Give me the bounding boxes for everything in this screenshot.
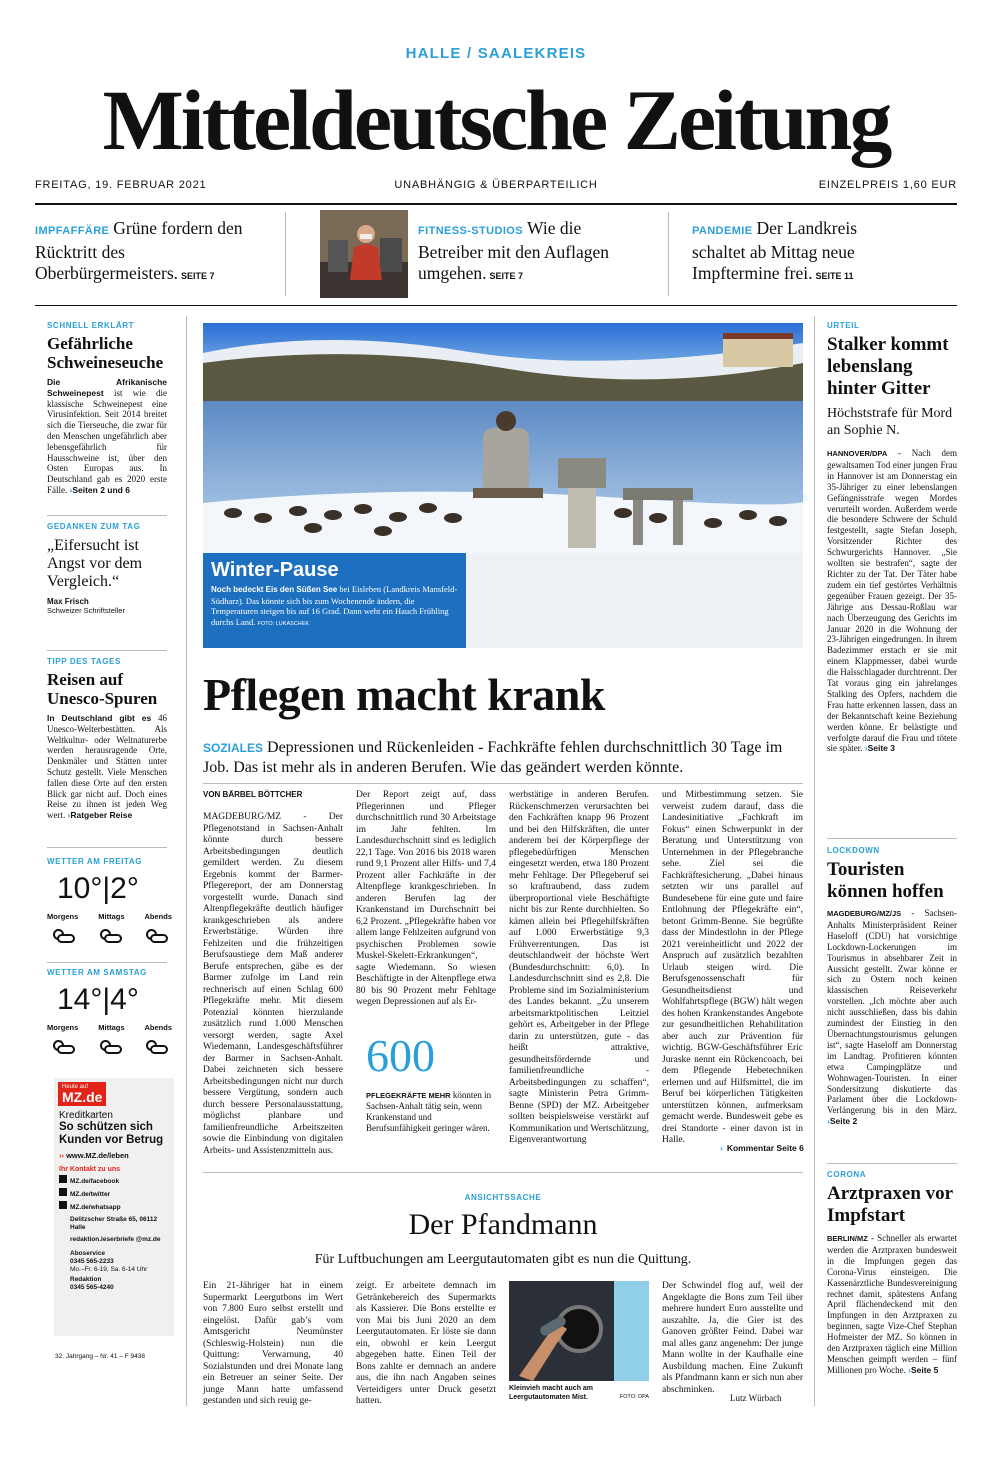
mz-logo: Heute auf MZ.de <box>58 1082 106 1106</box>
divider <box>47 847 167 848</box>
issue-number: 32. Jahrgang – Nr. 41 – F 9438 <box>55 1353 145 1360</box>
bottle-photo <box>509 1281 649 1381</box>
quote-role: Schweizer Schriftsteller <box>47 606 125 615</box>
explained-headline: Gefährliche Schweineseuche <box>47 334 164 372</box>
divider <box>827 838 957 839</box>
tip-ref[interactable]: Ratgeber Reise <box>70 810 133 821</box>
teaser-text: Grüne fordern den Rücktritt des Oberbürgermeisters. <box>35 218 243 283</box>
weather-slot: Abends <box>144 1023 172 1032</box>
corona-box: CORONA Arztpraxen vor Impfstart BERLIN/MZ - Schneller als erwartet werden die Arztpraxen bundesweit in die Impfungen gegen das Corona-Virus einsteigen. Die Kassenärztliche Bundesvereinigung rechnet damit, spätestens Anfang April flächendeckend mit den Impfungen in den Arztpraxen zu beginnen, sagte Vize-Chef Stephan Hofmeister der MZ. So können in den Arztpraxen täglich eine Million Menschen geimpft werden – fünf Millionen pro Woche. ›Seite 5 <box>827 1170 957 1375</box>
essay-author: Lutz Würbach <box>730 1393 782 1403</box>
essay-photo-caption: Kleinvieh macht auch am Leergutautomaten Mist. FOTO: DPA <box>509 1385 649 1401</box>
promo-topic: Kreditkarten <box>59 1110 113 1121</box>
promo-box[interactable]: Heute auf MZ.de Kreditkarten So schützen sich Kunden vor Betrug ›› www.MZ.de/leben Ihr Kontakt zu uns MZ.de/facebook MZ.de/twitter MZ.de/whatsapp Delitzscher Straße 65, 06112 Halle redaktion.leserbriefe @mz.de Aboservice 0345 565-2233 Mo.–Fr. 6-19, Sa. 6-14 Uhr Redaktion 0345 565-4240 <box>54 1078 174 1336</box>
verdict-ref[interactable]: Seite 3 <box>867 743 895 754</box>
weather-slot: Mittags <box>98 1023 125 1032</box>
tip-body: 46 Unesco-Welterbestätten. Als Weltkultur- oder Weltnaturerbe werden herausragende Orte, Denkmäler und Stätten unter Schutz gestellt. Viele Menschen fallen diese Orte auf den ersten Blick gar nicht auf. Doch eines Reise zu ihnen ist jeden Weg wert. <box>47 713 167 821</box>
twitter-link[interactable]: MZ.de/twitter <box>59 1188 169 1201</box>
photo-credit: FOTO: LUKASCHEK <box>257 620 310 627</box>
partly-cloudy-icon <box>144 1038 168 1056</box>
lockdown-ref[interactable]: Seite 2 <box>829 1116 858 1127</box>
service-hours: Mo.–Fr. 6-19, Sa. 6-14 Uhr <box>70 1266 148 1273</box>
partly-cloudy-icon <box>51 1038 75 1056</box>
partly-cloudy-icon <box>51 927 75 945</box>
kicker: SCHNELL ERKLÄRT <box>47 321 135 330</box>
explained-body: ist wie die klassische Schweinepest eine Virusinfektion. Seit 2014 breitet sich die Tierseuche, die zwar für den Menschen ungefährlich aber lebensgefährlich für Hausschweine ist, über den Osten Europas aus. In Deutschland gab es 2020 erste Fälle. <box>47 387 168 495</box>
contact-title: Ihr Kontakt zu uns <box>59 1166 121 1173</box>
kicker: CORONA <box>827 1170 867 1179</box>
kicker: WETTER AM SAMSTAG <box>47 968 147 977</box>
explained-ref[interactable]: Seiten 2 und 6 <box>72 484 130 495</box>
stat-box: PFLEGEKRÄFTE MEHR könnten in Sachsen-Anhalt tätig sein, wenn Krankenstand und Berufsunfähigkeit geringer wären. <box>366 1090 492 1133</box>
corona-ref[interactable]: Seite 5 <box>910 1364 939 1375</box>
kicker: TIPP DES TAGES <box>47 657 121 666</box>
verdict-sub: Höchststrafe für Mord an Sophie N. <box>827 406 953 438</box>
teaser-page: SEITE 7 <box>489 271 524 281</box>
teaser-pandemie[interactable] <box>692 218 892 287</box>
tagline: UNABHÄNGIG & ÜBERPARTEILICH <box>394 179 598 191</box>
weather-friday: WETTER AM FREITAG 10°|2° Morgens Mittags Abends <box>47 857 172 945</box>
partly-cloudy-icon <box>144 927 168 945</box>
temp-high: 14° <box>57 983 103 1016</box>
divider <box>47 962 167 963</box>
promo-headline: So schützen sich Kunden vor Betrug <box>59 1121 164 1146</box>
caption-body: bei Eisleben (Landkreis Mansfeld-Südharz). Das könnte sich bis zum Wochenende ändern, die Temperaturen steigen bis auf 16 Grad. Dann weht ein Hauch Frühling durchs Land. <box>211 584 458 627</box>
divider <box>186 316 187 1406</box>
weather-slot: Morgens <box>47 912 79 921</box>
divider <box>47 650 167 651</box>
weather-saturday: WETTER AM SAMSTAG 14°|4° Morgens Mittags Abends <box>47 968 172 1056</box>
divider <box>285 212 286 296</box>
email-link[interactable]: redaktion.leserbriefe @mz.de <box>70 1236 161 1243</box>
lockdown-box: LOCKDOWN Touristen können hoffen MAGDEBURG/MZ/JS - Sachsen-Anhalts Ministerpräsident Reiner Haseloff (CDU) hat vorsichtige Lockdown-Lockerungen im Tourismus in absehbarer Zeit in Aussicht gestellt. Zwar könne er sich zu Ostern noch keinen klassischen Reiseverkehr vorstellen. „Ich möchte aber auch nicht ausschließen, dass bis dahin zumindest der Einstieg in den Übernachtungstourismus gelungen ist“, sagte Haseloff am Donnerstag im Landtag. Profitieren könnten etwa Campingplätze und Wohnwagen-Touristen. In einer Sondersitzung diskutierte das Parlament über die Lockdown-Verlängerung bis in den März. ›Seite 2 <box>827 846 957 1127</box>
redaktion-title: Redaktion <box>70 1276 102 1283</box>
tip-box: TIPP DES TAGES Reisen auf Unesco-Spuren In Deutschland gibt es 46 Unesco-Welterbestätten. Als Weltkultur- oder Weltnaturerbe werden herausragende Orte, Denkmäler und Stätten unter Schutz gestellt. Viele Menschen fallen diese Orte auf den ersten Blick gar nicht auf. Doch eines Reise zu ihnen ist jeden Weg wert. ›Ratgeber Reise <box>47 657 167 821</box>
issue-date: FREITAG, 19. FEBRUAR 2021 <box>35 179 207 191</box>
redaktion-phone: 0345 565-4240 <box>70 1284 114 1291</box>
tip-headline: Reisen auf Unesco-Spuren <box>47 670 158 708</box>
partly-cloudy-icon <box>98 927 122 945</box>
divider <box>827 1163 957 1164</box>
facebook-link[interactable]: MZ.de/facebook <box>59 1175 169 1188</box>
teaser-text: Wie die Betreiber mit den Auflagen umgehen. <box>418 218 609 283</box>
teaser-page: SEITE 7 <box>181 271 215 281</box>
masthead-rule <box>35 203 957 205</box>
newspaper-title: Mitteldeutsche Zeitung <box>102 72 890 168</box>
kicker: WETTER AM FREITAG <box>47 857 143 866</box>
byline: VON BÄRBEL BÖTTCHER <box>203 790 303 799</box>
lead-headline: Pflegen macht krank <box>203 669 605 720</box>
divider <box>203 783 803 784</box>
quote-box <box>47 522 167 615</box>
weather-slot: Mittags <box>98 912 125 921</box>
temp-low: 2° <box>110 872 139 905</box>
region-label: HALLE / SAALEKREIS <box>405 45 587 62</box>
teaser-rule <box>35 305 957 306</box>
service-title: Aboservice <box>70 1250 106 1257</box>
kicker: LOCKDOWN <box>827 846 880 855</box>
essay-col-3: Der Schwindel flog auf, weil der Angeklagte die Bons zum Teil über mehrere hundert Euro ausstellte und auszahlte. Ja, die Gier ist des Ganoven größter Feind. Dabei war mal alles ganz angenehm: Der junge Mann wollte in der Kaufhalle eine Ausbildung machen. Eine Zukunft als Pfandmann kann er sich nun aber abschminken. <box>662 1281 803 1395</box>
essay-col-1: Ein 21-Jähriger hat in einem Supermarkt Leergutbons im Wert von 7.800 Euro selbst erstellt und eingelöst. Dafür gab’s vom Amtsgericht Neumünster (Schleswig-Holstein) nun die Quittung: Verwarnung, 40 Sozialstunden und drei Monate lang ein Betreuer an seiner Seite. Der junge Mann hatte umfassend gestanden und sich reuig ge- <box>203 1281 343 1406</box>
teaser-impfaffaere[interactable] <box>35 218 265 287</box>
divider <box>668 212 669 296</box>
corona-headline: Arztpraxen vor Impfstart <box>827 1183 953 1226</box>
price: EINZELPREIS 1,60 EUR <box>818 179 957 191</box>
tip-lead: In Deutschland gibt es <box>47 713 152 723</box>
address: Delitzscher Straße 65, 06112 Halle <box>70 1216 158 1231</box>
stat-number: 600 <box>366 1030 435 1081</box>
partly-cloudy-icon <box>98 1038 122 1056</box>
caption-title: Winter-Pause <box>211 559 339 581</box>
teaser-fitness[interactable] <box>418 218 648 287</box>
divider <box>203 1172 803 1173</box>
essay-headline: Der Pfandmann <box>408 1208 598 1241</box>
whatsapp-link[interactable]: MZ.de/whatsapp <box>59 1201 169 1214</box>
verdict-box: URTEIL Stalker kommt lebenslang hinter Gitter Höchststrafe für Mord an Sophie N. HANNOVER/DPA - Nach dem gewaltsamen Tod einer jungen Frau in Hannover ist am Donnerstag ein 35-Jähriger zu einer lebenslangen Gefängnisstrafe wegen Mordes verurteilt worden. Außerdem werde die besondere Schwere der Schuld festgestellt, sagte Stefan Joseph, Vorsitzender Richter des Schwurgerichts Hannover. „Sie wollten sie bestrafen“, sagte der Richter zu der Tat. Der Täter habe zudem ein tief gestörtes Verhältnis gegenüber Frauen gezeigt. Der 35-Jährige aus Dessau-Roßlau war nach Überzeugung des Gerichts im Januar 2020 in die Wohnung der 23-Jährigen eingedrungen. In ihrem Badezimmer erstach er sie mit einem Klappmesser, dabei wurde die Halsschlagader durchtrennt. Der Tat voraus ging ein jahrelanges Stalking des Opfers, nachdem die Frau hatte erkennen lassen, dass an der Bekanntschaft keine Beziehung werden könne. Er belästigte und verfolgte darauf die Frau und tötete sie später. ›Seite 3 <box>827 321 958 754</box>
comment-ref[interactable]: › Kommentar Seite 6 <box>720 1143 804 1153</box>
promo-url[interactable]: www.MZ.de/leben <box>66 1151 129 1160</box>
quote-text: „Eifersucht ist Angst vor dem Vergleich.“ <box>47 537 143 590</box>
lockdown-headline: Touristen können hoffen <box>827 859 944 902</box>
essay-kicker: ANSICHTSSACHE <box>464 1193 542 1202</box>
temp-high: 10° <box>57 872 103 905</box>
teaser-kicker: PANDEMIE <box>692 225 753 237</box>
weather-slot: Abends <box>144 912 172 921</box>
teaser-kicker: IMPFAFFÄRE <box>35 225 110 237</box>
explained-lead: Die Afrikanische Schweinepest <box>47 377 167 398</box>
divider <box>814 316 815 1406</box>
kicker: GEDANKEN ZUM TAG <box>47 522 141 531</box>
teaser-kicker: FITNESS-STUDIOS <box>418 225 524 237</box>
photo-caption <box>203 553 466 648</box>
fitness-photo <box>320 210 408 298</box>
teaser-page: SEITE 11 <box>815 271 854 281</box>
weather-slot: Morgens <box>47 1023 79 1032</box>
teaser-text: Der Landkreis schaltet ab Mittag neue Impftermine frei. <box>692 218 858 283</box>
divider <box>47 515 167 516</box>
caption-lead: Noch bedeckt Eis den Süßen See <box>211 585 338 594</box>
kicker: URTEIL <box>827 321 860 330</box>
quote-author: Max Frisch <box>47 597 89 606</box>
explained-box: SCHNELL ERKLÄRT Gefährliche Schweineseuche Die Afrikanische Schweinepest ist wie die klassische Schweinepest eine Virusinfektion. Seit 2014 breitet sich die Tierseuche, die zwar für den Menschen ungefährlich aber lebensgefährlich für Hausschweine ist, über den Osten Europas aus. In Deutschland gab es 2020 erste Fälle. ›Seiten 2 und 6 <box>47 321 168 495</box>
essay-col-2: zeigt. Er arbeitete demnach im Getränkebereich des Supermarkts als Kassierer. Die Bons erstellte er von Mai bis Juni 2020 an dem Leergutautomaten. Er löste sie dann ein, obwohl er kein Leergut abgegeben hatte. Einen Teil der Bons zahlte er demnach an andere aus, die ihn nach Angaben seines Verteidigers unter Druck gesetzt hatten. <box>356 1281 496 1406</box>
lead-col-3: werbstätige in anderen Berufen. Rückenschmerzen verursachten bei den Fachkräften knapp 96 Prozent und bei den Hilfskräften, die unter anderem bei der Körperpflege der pflegebedürftigen Menschen eingesetzt werden, etwa 180 Prozent mehr Fehltage. Der Pflegeberuf sei so kraftraubend, dass zudem überproportional viele Beschäftigte nicht bis zur Rente durchhielten. So kämen allein bei Pflegehilfskräften auf 1.000 Erwerbstätige 9,3 Frühverrentungen. Das ist deutschlandweit der höchste Wert (Bundesdurchschnitt: 6,0). In Landesdurchschnitt sind es 2,8. Die Probleme sind im Sozialministerium des Landes bekannt. „Zu unserem arbeitsmarktpolitischen Leitziel gehört es, Arbeitgeber in der Pflege darin zu unterstützen, gute - das heißt attraktive, gesundheitsfördernde und familienfreundliche - Arbeitsbedingungen zu schaffen“, sagte Ministerin Petra Grimm-Benne (SPD) der MZ. Arbeitgeber sollten beispielsweise verstärkt auf Kommunikation und Wertschätzung, Eigenverantwortung <box>509 790 649 1145</box>
verdict-headline: Stalker kommt lebenslang hinter Gitter <box>827 334 949 399</box>
essay-deck: Für Luftbuchungen am Leergutautomaten gibt es nun die Quittung. <box>314 1252 692 1267</box>
temp-low: 4° <box>110 983 139 1016</box>
service-phone: 0345 565-2233 <box>70 1258 114 1265</box>
lead-col-1: MAGDEBURG/MZ - Der Pflegenotstand in Sachsen-Anhalt könnte durch bessere Arbeitsbedingungen deutlich gemildert werden. Zu diesem Ergebnis kommt der Barmer-Pflegereport, der am Donnerstag vorgestellt wurde. Danach sind Altenpflegekräfte deutlich häufiger krankgeschrieben als andere Erwerbstätige. Würden ihre Fehlzeiten und die frühzeitigen Berufsaustiege dem Maß anderer Berufe entsprechen, gäbe es der Barmer zufolge im Land rein rechnerisch auf einen Schlag 600 Pflegekräfte mehr. Mit diesem Potenzial könnten hierzulande zusätzlich rund 1.000 Menschen versorgt werden, sagte Axel Wiedemann, Landesgeschäftsführer der Barmer in Sachsen-Anhalt. Dabei zeichneten sich bessere Arbeitsbedingungen nicht nur durch bessere Vergütung, sondern auch durch bessere Personalausstattung, möglichst planbare und familienfreundliche Arbeitszeiten sowie die Einbindung von digitalen Arbeits- und Assistenzmitteln aus. <box>203 812 343 1156</box>
lead-deck: SOZIALES Depressionen und Rückenleiden - Fachkräfte fehlen durchschnittlich 30 Tage im Job. Das ist mehr als in anderen Berufen. Wie das geändert werden könnte. <box>203 739 783 776</box>
lead-col-4: und Mitbestimmung setzen. Sie verweist zudem darauf, dass die Landesinitiative „Fachkraft im Fokus“ einen Schwerpunkt in der Beratung und Unterstützung von Unternehmen in der Pflegebranche sehe. Ziel sei die Fachkräftesicherung. „Dabei hinaus setzten wir uns parallel auf Bundesebene für eine gute und faire Entlohnung der Pflegekräfte ein“, betont Grimm-Benne. Sie begrüßte dass der Mindestlohn in der Pflege 2021 vereinheitlicht und 2022 der Anspruch auf zusätzlich bezahlten Urlaub steigen wird. Die Berufsgenossenschaft für Gesundheitsdienst und Wohlfahrtspflege (BGW) hält wegen des hohen Krankenstandes Angebote zur gesundheitlichen Rehabilitation aber auch zur Prävention für wichtig. BGW-Geschäftsführer Eric Juraske nennt ein Rückencoach, bei dem Pflegende Hebetechniken erlernen und auf Hilfsmittel, die im Beruf bei körperlichen Tätigkeiten unterstützen können, aufmerksam gemacht werde. Bundesweit gebe es drei Standorte - einer davon ist in Halle. <box>662 790 803 1145</box>
lead-col-2: Der Report zeigt auf, dass Pflegerinnen und Pfleger durchschnittlich rund 30 Arbeitstage im Jahr fehlten. Im Landesdurchschnitt sind es lediglich 22,1 Tage. Von 2016 bis 2018 waren rund 9,1 Prozent aller Hilfs- und 7,4 Prozent aller Fachkräfte in der Altenpflege krankgeschrieben. In anderen Berufen lag der Krankenstand im Durchschnitt bei 6,2 Prozent. „Pflegekräfte haben vor allem lange Fehlzeiten aufgrund von psychischen Problemen sowie Muskel-Skelett-Erkrankungen“, sagte Wiedemann. So wiesen Beschäftigte in der Altenpflege etwa 80 bis 90 Prozent mehr Fehltage wegen Depressionen auf als Er- <box>356 790 496 1007</box>
